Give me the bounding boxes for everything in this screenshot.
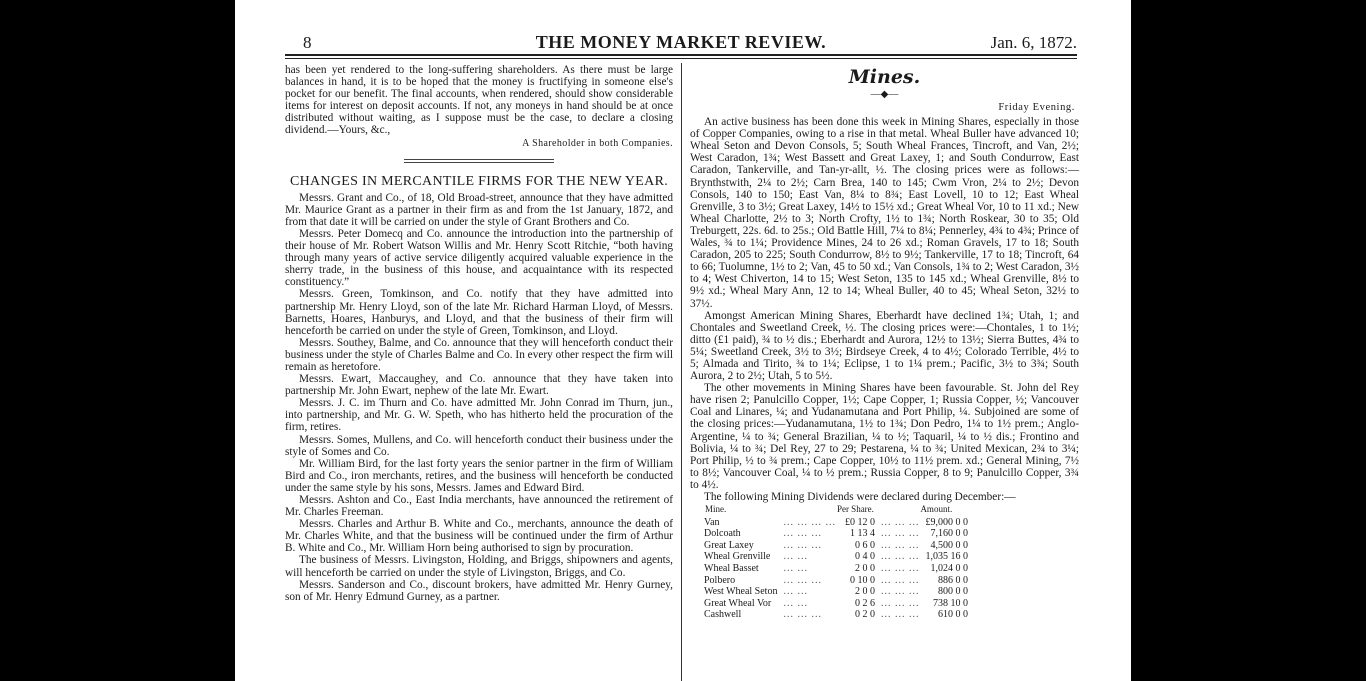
issue-date: Jan. 6, 1872. (990, 33, 1077, 52)
column-divider (681, 63, 682, 681)
column-header-per-share: Per Share. (836, 504, 874, 515)
page-header (285, 30, 1077, 52)
mine-name: Cashwell (704, 609, 742, 621)
article-paragraph: Messrs. Green, Tomkinson, and Co. notify that they have admitted into partnership Mr. Henry Lloyd, son of the late Mr. Richard Harman Lloyd, of Messrs. Barnetts, Hoares, Hanburys, and Lloyd, and that the business of their firm will henceforth be carried on under the style of Green, Tomkinson, and Lloyd. (285, 288, 673, 337)
mines-heading: Mines. (848, 66, 921, 88)
mines-paragraph: The other movements in Mining Shares have been favourable. St. John del Rey have risen 2; Panulcillo Copper, 1½; Cape Copper, 1; Russia Copper, ½; Vancouver Coal and Linares, ¼; and Yudanamutana and Port Philip, ¼. Subjoined are some of the closing prices:—Yudanamutana, 1½ to 1¾; Don Pedro, 1¼ to 1½ prem.; Anglo-Argentine, ¼ to ¾; General Brazilian, ¼ to ½; Taquaril, ¼ to ½ dis.; Frontino and Bolivia, ¼ to ¾; Del Rey, 27 to 29; Pestarena, ¼ to ¾; United Mexican, 2¾ to 3¼; Port Philip, ½ to ¾ prem.; Cape Copper, 10½ to 11½ prem. xd.; General Mining, 7½ to 8½; Vancouver Coal, ¼ to ½ prem.; Russia Copper, 8 to 9; Panulcillo Copper, 3¾ to 4½. (690, 382, 1079, 491)
per-share: 2 0 0 (854, 563, 875, 575)
article-paragraph: The business of Messrs. Livingston, Holding, and Briggs, shipowners and agents, will henceforth be carried on under the style of Livingston, Briggs, and Co. (285, 554, 673, 579)
article-paragraph: Messrs. Grant and Co., of 18, Old Broad-street, announce that they have admitted Mr. Maurice Grant as a partner in their firm as and from the 1st January, 1872, and from that date it will be carried on under the style of Grant Brothers and Co. (285, 191, 673, 228)
table-row: West Wheal Seton ... ... 2 0 0 ... ... ... 800 0 0 (704, 586, 968, 598)
mine-name: Wheal Basset (704, 563, 759, 575)
table-row: Dolcoath ... ... ... 1 13 4 ... ... ... 7,160 0 0 (704, 528, 968, 540)
mines-paragraph: Amongst American Mining Shares, Eberhardt have declined 1¾; Utah, 1; and Chontales and Sweetland Creek, ½. The closing prices were:—Chontales, 1 to 1½; ditto (£1 paid), ¾ to ½ dis.; Eberhardt and Aurora, 12½ to 13½; Sierra Buttes, 4¾ to 5¼; Sweetland Creek, 3½ to 3½; Birdseye Creek, 4 to 4½; Colorado Terrible, 4½ to 5; Almada and Tirito, ¾ to 1¼; Eclipse, 1 to 1¼ prem.; Pacific, 3½ to 3¾; South Aurora, 2 to 2½; Utah, 5 to 5½. (690, 309, 1079, 383)
article-paragraph: Messrs. Somes, Mullens, and Co. will henceforth conduct their business under the style of Somes and Co. (285, 433, 673, 458)
article-paragraph: Messrs. Southey, Balme, and Co. announce that they will henceforth conduct their business under the style of Charles Balme and Co. In every other respect the firm will remain as heretofore. (285, 336, 673, 373)
newspaper-page (235, 0, 1131, 681)
article-paragraph: Mr. William Bird, for the last forty years the senior partner in the firm of William Bird and Co., iron merchants, retires, and the business will henceforth be conducted under the same style by his sons, Messrs. James and Edward Bird. (285, 457, 673, 494)
table-row: Wheal Basset ... ... 2 0 0 ... ... ... 1,024 0 0 (704, 563, 968, 575)
dividends-intro: The following Mining Dividends were declared during December:— (704, 491, 1016, 503)
amount: 4,500 0 0 (930, 539, 968, 551)
table-row: Polbero ... ... ... 0 10 0 ... ... ... 886 0 0 (704, 574, 968, 586)
column-header-mine: Mine. (705, 504, 727, 515)
per-share: 1 13 4 (849, 528, 875, 540)
per-share: 0 2 6 (854, 597, 875, 609)
mine-name: Great Laxey (704, 539, 754, 551)
amount: 886 0 0 (937, 574, 968, 586)
evening-dateline: Friday Evening. (998, 102, 1075, 113)
article-paragraph: Messrs. Charles and Arthur B. White and Co., merchants, announce the death of Mr. Charles White, and that the business will be continued under the firm of Arthur B. White and Co., Mr. William Horn being authorised to sign by procuration. (285, 518, 673, 555)
amount: 7,160 0 0 (930, 528, 968, 540)
article-paragraph: Messrs. Sanderson and Co., discount brokers, have admitted Mr. Henry Gurney, son of Mr. Henry Edmund Gurney, as a partner. (285, 578, 673, 603)
table-row: Wheal Grenville ... ... 0 4 0 ... ... ... 1,035 16 0 (704, 551, 968, 563)
column-spacer (777, 503, 836, 517)
mine-name: Great Wheal Vor (704, 597, 772, 609)
left-column (285, 64, 673, 603)
section-heading: CHANGES IN MERCANTILE FIRMS FOR THE NEW YEAR. (289, 173, 669, 189)
per-share: 0 4 0 (854, 551, 875, 563)
mine-name: West Wheal Seton (704, 586, 778, 598)
letter-text: has been yet rendered to the long-suffering shareholders. As there must be large balances in hand, it is to be hoped that the money is fructifying in someone else's pocket for our benefit. The final accounts, when rendered, should show considerable items for interest on deposit accounts. If not, any moneys in hand should be at once distributed without waiting, as I suppose must be the case, to declare a closing dividend.—Yours, &c., (285, 64, 673, 137)
per-share: 0 10 0 (849, 574, 875, 586)
section-divider (404, 159, 554, 163)
article-paragraph: Messrs. Ewart, Maccaughey, and Co. announce that they have taken into partnership Mr. John Ewart, nephew of the late Mr. Ewart. (285, 373, 673, 398)
mines-paragraph: An active business has been done this week in Mining Shares, especially in those of Copper Companies, owing to a rise in that metal. Wheal Buller have advanced 10; Wheal Seton and Devon Consols, 5; South Wheal Frances, Tincroft, and Van, 2½; West Caradon, 1¾; West Bassett and Great Laxey, 1; and South Condurrow, East Caradon, Tankerville, and Tan-yr-allt, ½. The closing prices were as follows:—Brynthstwith, 2¼ to 2½; Carn Brea, 140 to 145; Cwm Vron, 2¼ to 2½; Devon Consols, 140 to 150; East Van, 8¼ to 8¾; East Lovell, 10 to 12; East Wheal Grenville, 3 to 3½; Great Laxey, 14½ to 15½ xd.; Great Wheal Vor, 10 to 11 xd.; New Wheal Charlotte, 2½ to 3; North Crofty, 1½ to 1¾; North Roskear, 30 to 35; Old Treburgett, 22s. 6d. to 25s.; Old Battle Hill, 7¼ to 8¼; Pennerley, 4¾ to 4¾; Prince of Wales, ¾ to 1¼; Providence Mines, 24 to 26 xd.; Roman Gravels, 17 to 18; South Caradon, 205 to 225; South Condurrow, 8½ to 9½; Tankerville, 17 to 18; Tincroft, 64 to 66; Tuolumne, 1½ to 2; Van, 45 to 50 xd.; Van Consols, 1¾ to 2; West Caradon, 3½ to 4; West Chiverton, 14 to 15; West Seton, 135 to 145 xd.; Wheal Grenville, 8½ to 9½ xd.; Wheal Mary Ann, 12 to 14; Wheal Buller, 40 to 45; Wheal Seton, 32½ to 37½. (690, 116, 1079, 310)
table-row: Cashwell ... ... ... 0 2 0 ... ... ... 610 0 0 (704, 609, 968, 621)
amount: 1,035 16 0 (925, 551, 968, 563)
right-column (690, 64, 1079, 621)
per-share: £0 12 0 (844, 516, 875, 528)
column-header-amount: Amount. (920, 504, 953, 515)
page-number: 8 (303, 33, 312, 52)
article-paragraph: Messrs. Ashton and Co., East India merchants, have announced the retirement of Mr. Charles Freeman. (285, 494, 673, 519)
dividends-table (704, 503, 968, 621)
per-share: 0 2 0 (854, 609, 875, 621)
header-rule (285, 54, 1077, 56)
mine-name: Wheal Grenville (704, 551, 771, 563)
amount: 610 0 0 (937, 609, 968, 621)
article-paragraph: Messrs. J. C. im Thurn and Co. have admitted Mr. John Conrad im Thurn, jun., into partnership, and Mr. G. W. Speth, who has hitherto held the procuration of the firm, retires. (285, 397, 673, 434)
table-row: Great Wheal Vor ... ... 0 2 6 ... ... ... 738 10 0 (704, 597, 968, 609)
column-spacer (875, 503, 920, 517)
mine-name: Dolcoath (704, 528, 741, 540)
amount: 1,024 0 0 (930, 563, 968, 575)
ornament: —◆— (870, 89, 899, 100)
header-rule-thin (285, 58, 1077, 59)
amount: 738 10 0 (932, 597, 968, 609)
publication-title: THE MONEY MARKET REVIEW. (535, 32, 827, 52)
amount: 800 0 0 (937, 586, 968, 598)
table-header-row (704, 503, 968, 517)
article-paragraph: Messrs. Peter Domecq and Co. announce the introduction into the partnership of their house of Mr. Robert Watson Willis and Mr. Henry Scott Ritchie, “both having through many years of active service diligently acquired valuable experience in the sherry trade, in the business of this house, and acquaintance with its respected constituency.” (285, 227, 673, 289)
amount: £9,000 0 0 (925, 516, 968, 528)
per-share: 2 0 0 (854, 586, 875, 598)
mine-name: Van (704, 516, 720, 528)
mine-name: Polbero (704, 574, 736, 586)
letter-signature: A Shareholder in both Companies. (522, 137, 673, 149)
table-row: Great Laxey ... ... ... 0 6 0 ... ... ... 4,500 0 0 (704, 539, 968, 551)
per-share: 0 6 0 (854, 539, 875, 551)
table-row: Van ... ... ... ... £0 12 0 ... ... ... £9,000 0 0 (704, 516, 968, 528)
